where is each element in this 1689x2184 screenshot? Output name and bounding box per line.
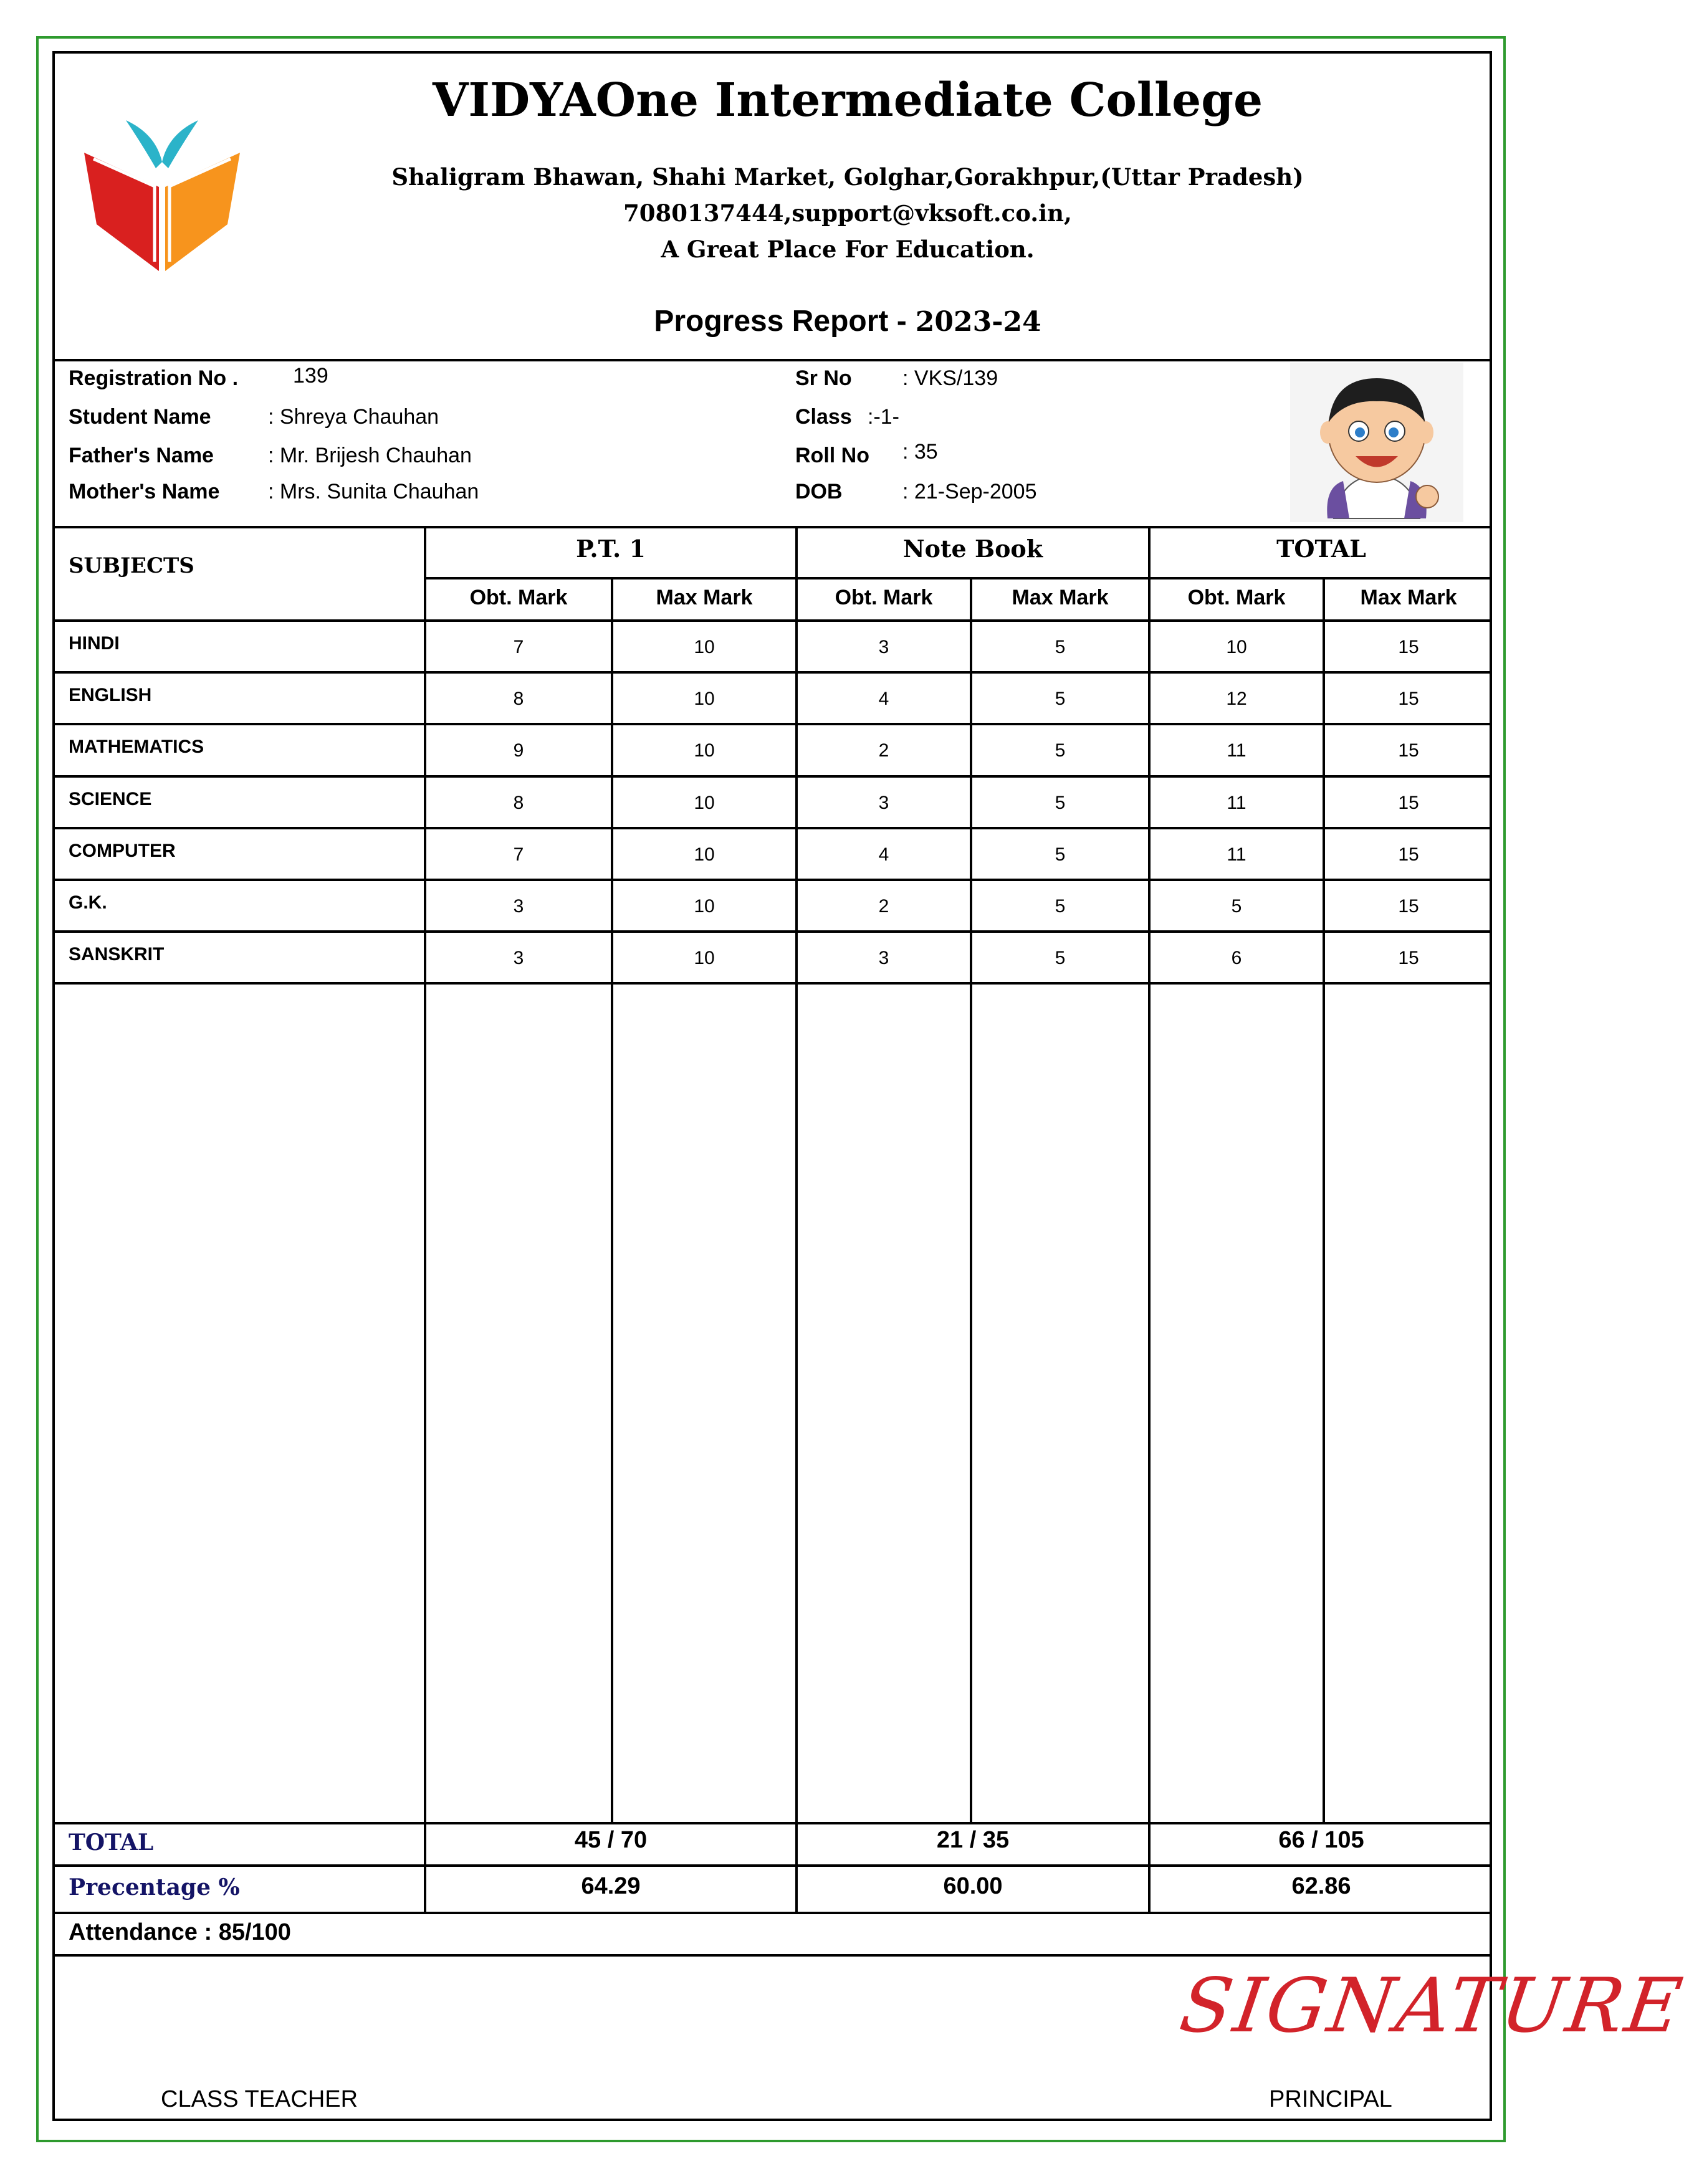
mark-cell: 5 (1055, 637, 1066, 657)
student-name-label: Student Name (69, 405, 211, 429)
father-name-label: Father's Name (69, 444, 214, 467)
college-address: Shaligram Bhawan, Shahi Market, Golghar,Gorakhpur,(Uttar Pradesh) (391, 163, 1304, 191)
college-tagline: A Great Place For Education. (661, 236, 1035, 263)
mark-cell: 4 (878, 844, 889, 865)
mark-cell: 15 (1398, 844, 1419, 865)
mark-cell: 11 (1227, 740, 1246, 761)
mark-cell: 5 (1231, 896, 1242, 917)
mark-cell: 8 (513, 689, 524, 710)
total-notebook: 21 / 35 (936, 1827, 1010, 1853)
mark-cell: 3 (878, 637, 889, 657)
report-card-frame (52, 51, 1492, 2121)
dob-value: : 21-Sep-2005 (902, 480, 1037, 503)
student-photo (1290, 363, 1463, 522)
mark-cell: 10 (694, 896, 715, 917)
mark-cell: 5 (1055, 792, 1066, 813)
group-header-pt1: P.T. 1 (576, 535, 646, 563)
mark-cell: 11 (1227, 792, 1246, 813)
row-divider (52, 671, 1492, 674)
college-logo-icon (75, 109, 249, 277)
divider (52, 526, 1492, 528)
mark-cell: 8 (513, 792, 524, 813)
divider (52, 1864, 1492, 1867)
mark-cell: 10 (694, 844, 715, 865)
father-name-value: : Mr. Brijesh Chauhan (268, 444, 472, 467)
divider (52, 1912, 1492, 1914)
column-divider (611, 578, 613, 1824)
row-divider (52, 982, 1492, 985)
mark-cell: 10 (1226, 637, 1247, 657)
mark-cell: 10 (694, 637, 715, 657)
sr-no-value: : VKS/139 (902, 366, 998, 390)
subject-name: SANSKRIT (69, 944, 165, 965)
mark-cell: 4 (878, 689, 889, 710)
roll-no-label: Roll No (795, 444, 869, 467)
obt-mark-header: Obt. Mark (1187, 586, 1286, 609)
total-pt1: 45 / 70 (574, 1827, 648, 1853)
mark-cell: 15 (1398, 948, 1419, 969)
total-overall: 66 / 105 (1278, 1827, 1364, 1853)
percentage-label: Precentage % (69, 1874, 240, 1900)
row-divider (52, 930, 1492, 933)
column-divider (795, 527, 798, 1913)
class-label: Class (795, 405, 852, 429)
subject-name: ENGLISH (69, 685, 152, 706)
college-contact: 7080137444,support@vksoft.co.in, (623, 199, 1072, 227)
report-title (368, 304, 1328, 338)
mark-cell: 15 (1398, 689, 1419, 710)
mark-cell: 5 (1055, 689, 1066, 710)
column-divider (424, 527, 426, 1913)
mark-cell: 15 (1398, 792, 1419, 813)
row-divider (52, 723, 1492, 725)
mark-cell: 9 (513, 740, 524, 761)
mark-cell: 2 (878, 740, 889, 761)
attendance: Attendance : 85/100 (69, 1919, 291, 1945)
divider (52, 359, 1492, 361)
group-header-total: TOTAL (1276, 535, 1366, 563)
mark-cell: 6 (1231, 948, 1242, 969)
percentage-notebook: 60.00 (943, 1873, 1003, 1899)
divider (52, 619, 1492, 622)
student-name-value: : Shreya Chauhan (268, 405, 439, 429)
mark-cell: 5 (1055, 740, 1066, 761)
total-label: TOTAL (69, 1829, 154, 1856)
mark-cell: 10 (694, 948, 715, 969)
report-year: 2023-24 (915, 306, 1041, 338)
percentage-overall: 62.86 (1291, 1873, 1351, 1899)
mark-cell: 5 (1055, 896, 1066, 917)
subject-name: SCIENCE (69, 788, 152, 809)
class-value: :-1- (868, 405, 899, 429)
mark-cell: 3 (878, 948, 889, 969)
column-divider (1323, 578, 1325, 1824)
mark-cell: 3 (513, 948, 524, 969)
max-mark-header: Max Mark (1360, 586, 1457, 609)
mark-cell: 12 (1226, 689, 1247, 710)
subject-name: HINDI (69, 633, 120, 654)
principal-signature: SIGNATURE (1175, 1963, 1689, 2049)
subjects-header: SUBJECTS (69, 553, 194, 578)
mother-name-label: Mother's Name (69, 480, 220, 503)
divider (52, 1822, 1492, 1824)
obt-mark-header: Obt. Mark (835, 586, 933, 609)
mark-cell: 2 (878, 896, 889, 917)
column-divider (970, 578, 972, 1824)
subject-name: G.K. (69, 892, 107, 913)
mark-cell: 10 (694, 740, 715, 761)
mark-cell: 5 (1055, 948, 1066, 969)
mark-cell: 15 (1398, 740, 1419, 761)
mark-cell: 11 (1227, 844, 1246, 865)
percentage-pt1: 64.29 (581, 1873, 641, 1899)
row-divider (52, 775, 1492, 778)
registration-label: Registration No . (69, 366, 239, 390)
divider (425, 577, 1492, 579)
divider (52, 1954, 1492, 1957)
mark-cell: 3 (878, 792, 889, 813)
max-mark-header: Max Mark (656, 586, 753, 609)
class-teacher-label: CLASS TEACHER (161, 2086, 358, 2112)
mark-cell: 7 (513, 637, 524, 657)
mark-cell: 10 (694, 792, 715, 813)
roll-no-value: : 35 (902, 440, 938, 464)
obt-mark-header: Obt. Mark (469, 586, 568, 609)
mark-cell: 3 (513, 896, 524, 917)
college-name: VIDYAOne Intermediate College (432, 74, 1263, 127)
principal-label: PRINCIPAL (1269, 2086, 1392, 2112)
row-divider (52, 827, 1492, 829)
mark-cell: 10 (694, 689, 715, 710)
subject-name: MATHEMATICS (69, 737, 204, 758)
dob-label: DOB (795, 480, 843, 503)
max-mark-header: Max Mark (1012, 586, 1109, 609)
row-divider (52, 879, 1492, 881)
subject-name: COMPUTER (69, 840, 176, 861)
column-divider (1148, 527, 1151, 1913)
sr-no-label: Sr No (795, 366, 852, 390)
mark-cell: 15 (1398, 637, 1419, 657)
mother-name-value: : Mrs. Sunita Chauhan (268, 480, 479, 503)
mark-cell: 15 (1398, 896, 1419, 917)
group-header-notebook: Note Book (902, 535, 1043, 563)
mark-cell: 7 (513, 844, 524, 865)
mark-cell: 5 (1055, 844, 1066, 865)
report-title-label: Progress Report - (654, 305, 907, 338)
registration-value: 139 (293, 364, 328, 388)
